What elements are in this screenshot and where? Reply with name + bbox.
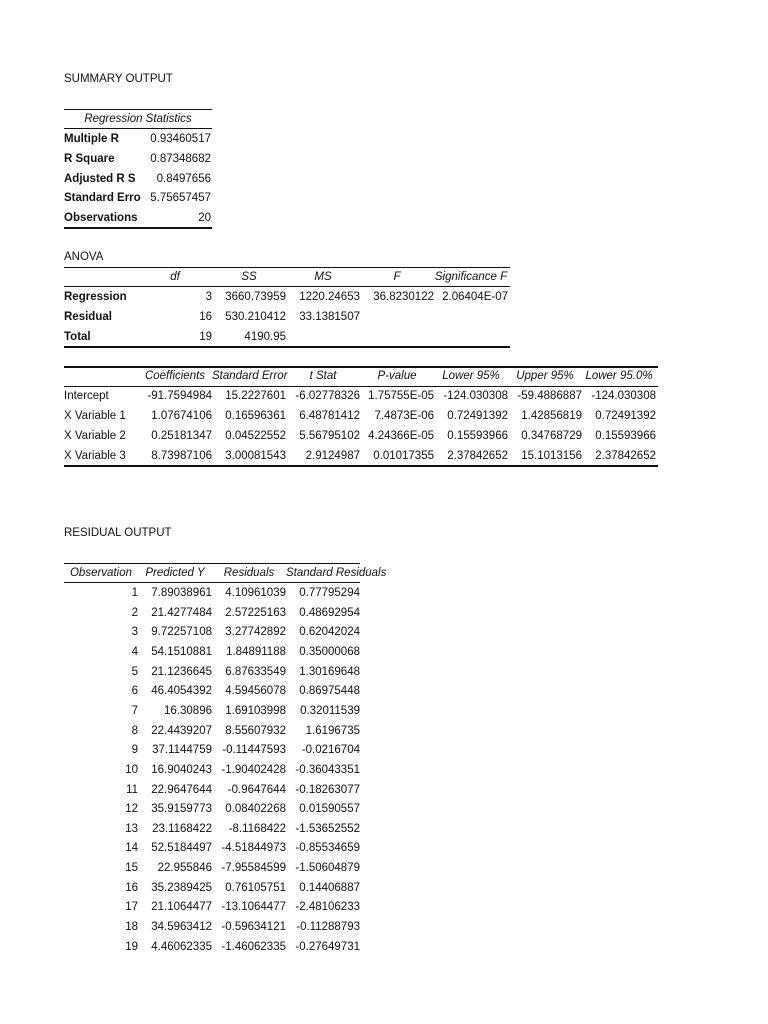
anova-cell: 16 <box>199 311 212 323</box>
residual-cell: 0.01590557 <box>299 803 360 816</box>
coefficients-column-header: Upper 95% <box>516 370 574 382</box>
residual-cell: 37.1144759 <box>152 744 212 757</box>
anova-row-label: Residual <box>64 311 112 323</box>
coefficients-cell: 0.34768729 <box>521 430 582 442</box>
anova-cell: 530.210412 <box>225 311 286 323</box>
residual-cell: -1.50604879 <box>295 862 360 875</box>
residual-cell: -2.48106233 <box>295 901 360 914</box>
residual-cell: 1.30169648 <box>299 665 360 678</box>
residual-cell: 34.5963412 <box>151 921 212 934</box>
observation-number: 19 <box>125 940 138 953</box>
residual-cell: 0.86975448 <box>299 685 360 698</box>
residual-cell: 16.30896 <box>164 704 212 717</box>
stat-label: Multiple R <box>64 133 119 145</box>
residual-cell: 9.72257108 <box>151 626 212 639</box>
stat-label: Standard Erro <box>64 192 141 205</box>
residual-cell: 16.9040243 <box>151 763 212 776</box>
table-top-rule <box>64 563 360 564</box>
observation-number: 10 <box>125 763 138 776</box>
residual-cell: -8.1168422 <box>228 822 286 835</box>
residual-cell: 6.87633549 <box>225 665 286 678</box>
residual-cell: 0.77795294 <box>299 587 360 599</box>
residual-column-header: Predicted Y <box>145 567 205 579</box>
residual-cell: 54.1510881 <box>151 645 212 658</box>
coefficients-cell: 15.1013156 <box>521 450 582 462</box>
anova-cell: 36.8230122 <box>373 291 434 303</box>
observation-number: 12 <box>125 803 138 816</box>
residual-cell: -0.59634121 <box>221 921 286 934</box>
residual-cell: 0.62042024 <box>299 626 360 639</box>
residual-cell: -0.36043351 <box>295 763 360 776</box>
coefficients-cell: 2.9124987 <box>305 450 360 462</box>
observation-number: 7 <box>131 704 138 717</box>
coefficients-cell: -59.4886887 <box>517 390 582 402</box>
residual-cell: -13.1064477 <box>221 901 286 914</box>
stat-value: 0.8497656 <box>156 172 211 185</box>
stat-value: 5.75657457 <box>150 192 211 205</box>
observation-number: 16 <box>125 881 138 894</box>
observation-number: 2 <box>131 606 138 619</box>
observation-number: 14 <box>125 842 138 855</box>
observation-number: 11 <box>126 783 138 796</box>
residual-cell: 3.27742892 <box>225 626 286 639</box>
coefficients-cell: 1.07674106 <box>151 410 212 422</box>
anova-row-label: Total <box>64 331 91 343</box>
residual-cell: 21.1236645 <box>151 665 212 678</box>
anova-cell: 3660.73959 <box>225 291 286 303</box>
observation-number: 13 <box>125 822 138 835</box>
coefficients-cell: -6.02778326 <box>295 390 360 402</box>
residual-cell: -0.18263077 <box>295 783 360 796</box>
residual-cell: 22.9647644 <box>151 783 212 796</box>
residual-cell: 0.76105751 <box>225 881 286 894</box>
observation-number: 3 <box>131 626 138 639</box>
residual-cell: -0.85534659 <box>295 842 360 855</box>
residual-cell: 22.4439207 <box>151 724 212 737</box>
summary-title: SUMMARY OUTPUT <box>64 73 173 85</box>
residual-cell: 2.57225163 <box>225 606 286 619</box>
anova-cell: 3 <box>205 291 212 303</box>
coefficients-cell: -124.030308 <box>591 390 656 402</box>
residual-cell: 1.6196735 <box>305 724 360 737</box>
residual-cell: -1.53652552 <box>295 822 360 835</box>
coefficients-cell: 0.15593966 <box>595 430 656 442</box>
table-top-rule <box>64 366 658 368</box>
anova-column-header: MS <box>314 271 332 283</box>
anova-title: ANOVA <box>64 251 104 263</box>
residual-cell: 0.48692954 <box>299 606 360 619</box>
residual-cell: 0.35000068 <box>299 645 360 658</box>
residual-cell: 4.46062335 <box>151 940 212 953</box>
coefficients-cell: 4.24366E-05 <box>368 430 434 442</box>
stat-label: Adjusted R S <box>64 172 136 185</box>
observation-number: 17 <box>125 901 138 914</box>
residual-cell: 0.14406887 <box>299 881 360 894</box>
table-top-rule <box>64 267 510 268</box>
coefficients-cell: 1.42856819 <box>521 410 582 422</box>
coefficients-column-header: Coefficients <box>144 370 206 382</box>
residual-cell: 0.08402268 <box>225 803 286 816</box>
observation-number: 1 <box>131 587 138 599</box>
stat-value: 20 <box>198 212 211 225</box>
observation-number: 9 <box>131 744 138 757</box>
coefficients-column-header: Lower 95.0% <box>585 370 653 382</box>
regression-statistics-header: Regression Statistics <box>84 113 192 125</box>
stat-value: 0.87348682 <box>150 152 211 165</box>
anova-column-header: df <box>170 271 180 283</box>
coefficients-cell: 0.16596361 <box>225 410 286 422</box>
stat-label: R Square <box>64 152 115 165</box>
anova-column-header: F <box>393 271 401 283</box>
coefficients-row-label: X Variable 2 <box>64 430 126 442</box>
anova-row-label: Regression <box>64 291 127 303</box>
coefficients-cell: 0.72491392 <box>447 410 508 422</box>
header-rule <box>64 582 360 583</box>
residual-cell: -1.90402428 <box>221 763 286 776</box>
residual-cell: 8.55607932 <box>225 724 286 737</box>
observation-number: 8 <box>131 724 138 737</box>
anova-cell: 19 <box>199 331 212 343</box>
coefficients-cell: 7.4873E-06 <box>374 410 434 422</box>
coefficients-column-header: P-value <box>377 370 417 382</box>
stat-label: Observations <box>64 212 138 225</box>
table-bottom-rule <box>64 465 658 467</box>
observation-number: 6 <box>131 685 138 698</box>
coefficients-cell: 0.25181347 <box>151 430 212 442</box>
coefficients-cell: 6.48781412 <box>299 410 360 422</box>
residual-cell: 35.9159773 <box>151 803 212 816</box>
header-rule <box>64 128 212 129</box>
residual-cell: 7.89038961 <box>151 587 212 599</box>
coefficients-column-header: Standard Error <box>212 370 288 382</box>
coefficients-cell: 0.04522552 <box>225 430 286 442</box>
residual-cell: 1.69103998 <box>225 704 286 717</box>
header-rule <box>64 386 658 387</box>
coefficients-cell: 0.72491392 <box>595 410 656 422</box>
residual-cell: 46.4054392 <box>151 685 212 698</box>
observation-number: 18 <box>125 921 138 934</box>
coefficients-cell: 5.56795102 <box>299 430 360 442</box>
coefficients-column-header: t Stat <box>309 370 337 382</box>
observation-number: 5 <box>131 665 138 678</box>
anova-cell: 4190.95 <box>244 331 286 343</box>
anova-cell: 2.06404E-07 <box>442 291 508 303</box>
coefficients-cell: 0.15593966 <box>447 430 508 442</box>
coefficients-row-label: Intercept <box>64 390 109 402</box>
coefficients-row-label: X Variable 1 <box>64 410 126 422</box>
residual-cell: -4.51844973 <box>221 842 286 855</box>
residual-column-header: Standard Residuals <box>286 567 387 579</box>
residual-cell: 0.32011539 <box>300 704 360 717</box>
residual-cell: 1.84891188 <box>226 645 286 658</box>
table-bottom-rule <box>64 227 212 229</box>
residual-output-title: RESIDUAL OUTPUT <box>64 527 172 539</box>
observation-number: 4 <box>131 645 138 658</box>
residual-cell: 21.4277484 <box>151 606 212 619</box>
residual-cell: -0.27649731 <box>295 940 360 953</box>
coefficients-cell: 1.75755E-05 <box>368 390 434 402</box>
residual-cell: -0.0216704 <box>301 744 360 757</box>
coefficients-cell: -124.030308 <box>443 390 508 402</box>
table-bottom-rule <box>64 346 510 348</box>
residual-cell: 23.1168422 <box>152 822 212 835</box>
coefficients-cell: 15.2227601 <box>225 390 286 402</box>
observation-number: 15 <box>125 862 138 875</box>
coefficients-cell: 3.00081543 <box>225 450 286 462</box>
residual-column-header: Observation <box>69 567 132 579</box>
table-top-rule <box>64 109 212 110</box>
coefficients-cell: 8.73987106 <box>151 450 212 462</box>
residual-cell: 21.1064477 <box>151 901 212 914</box>
residual-cell: 35.2389425 <box>151 881 212 894</box>
anova-column-header: SS <box>241 271 257 283</box>
residual-cell: -1.46062335 <box>221 940 286 953</box>
residual-cell: 4.59456078 <box>225 685 286 698</box>
residual-cell: -7.95584599 <box>221 862 286 875</box>
coefficients-cell: -91.7594984 <box>147 390 212 402</box>
coefficients-cell: 0.01017355 <box>373 450 434 462</box>
header-rule <box>64 286 510 287</box>
anova-column-header: Significance F <box>434 271 508 283</box>
residual-cell: -0.11288793 <box>296 921 360 934</box>
residual-column-header: Residuals <box>223 567 275 579</box>
coefficients-cell: 2.37842652 <box>595 450 656 462</box>
residual-cell: -0.9647644 <box>227 783 286 796</box>
anova-cell: 1220.24653 <box>299 291 360 303</box>
stat-value: 0.93460517 <box>150 133 211 145</box>
coefficients-column-header: Lower 95% <box>442 370 500 382</box>
residual-cell: -0.11447593 <box>222 744 286 757</box>
residual-cell: 4.10961039 <box>225 587 286 599</box>
residual-cell: 22.955846 <box>157 862 212 875</box>
anova-cell: 33.1381507 <box>299 311 360 323</box>
coefficients-cell: 2.37842652 <box>447 450 508 462</box>
residual-cell: 52.5184497 <box>151 842 212 855</box>
coefficients-row-label: X Variable 3 <box>64 450 126 462</box>
